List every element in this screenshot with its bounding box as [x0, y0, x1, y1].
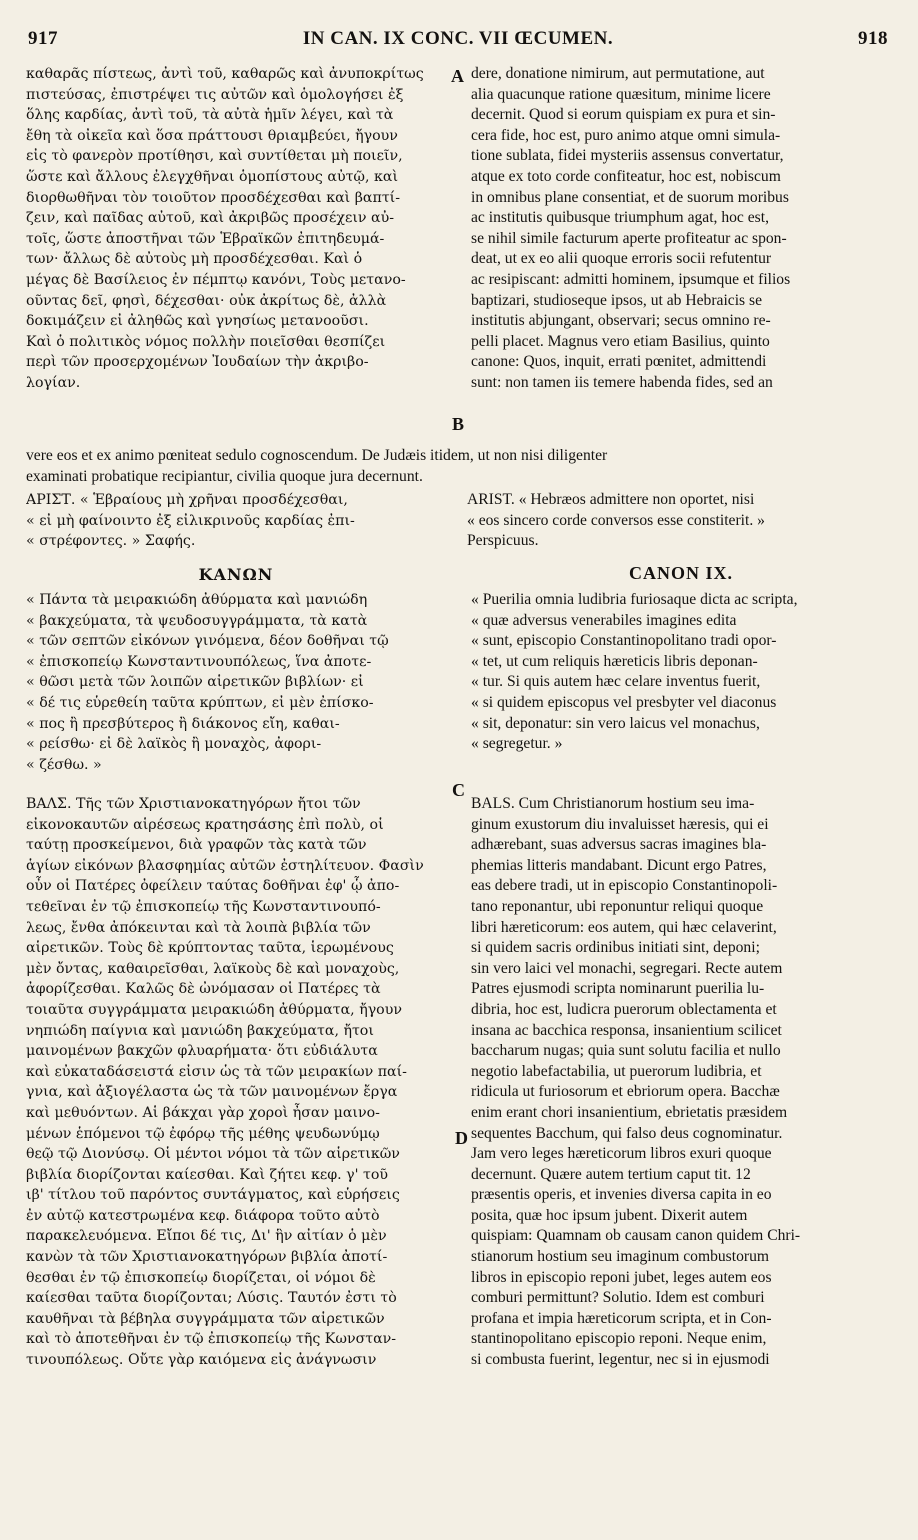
- greek-text-line: δοκιμάζειν εἰ ἀληθῶς καὶ γνησίως μετανοοῦσι.: [26, 313, 369, 330]
- greek-text-line: παρακελευόμενα. Εἴποι δέ τις, Δι' ἣν αἰτίαν ὁ μὲν: [26, 1228, 387, 1245]
- greek-canon-line: « Πάντα τὰ μειρακιώδη ἀθύρματα καὶ μανιώδη: [26, 592, 368, 608]
- latin-text-line: ginum exustorum diu invaluisset hæresis, qui ei: [471, 815, 769, 833]
- greek-canon-line: « ζέσθω. »: [26, 756, 102, 773]
- latin-text-line: ac institutis quibusque triumphum agat, hoc est,: [471, 209, 769, 227]
- greek-text-line: τοῖς, ὥστε ἀποστῆναι τῶν Ἑβραϊκῶν ἐπιτηδευμά-: [26, 230, 385, 247]
- latin-text-line: baptizari, studioseque ipsos, ut ab Hebraicis se: [471, 291, 763, 309]
- latin-text-line: libri hæreticorum: eos autem, qui hæc celaverint,: [471, 918, 777, 936]
- greek-text-line: γνια, καὶ ἀξιογέλαστα ὡς τὰ τῶν μαινομένων ἔργα: [26, 1084, 398, 1101]
- greek-text-line: ΑΡΙΣΤ. « Ἑβραίους μὴ χρῆναι προσδέχεσθαι,: [26, 492, 348, 508]
- latin-text-line: adhærebant, suas adversus sacras imagines bla-: [471, 836, 767, 854]
- greek-text-line: πιστεύσας, ἐπιστρέψει τις αὐτῶν καὶ ὁμολογήσει ἐξ: [26, 86, 404, 103]
- latin-text-line: pelli placet. Magnus vero etiam Basilius, quinto: [471, 332, 770, 350]
- latin-text-line: posita, quæ hoc ipsum jubent. Dixerit autem: [471, 1206, 748, 1224]
- latin-text-line: in omnibus plane consentiat, et de suorum moribus: [471, 188, 789, 206]
- latin-canon-line: « si quidem episcopus vel presbyter vel diaconus: [471, 693, 777, 711]
- latin-text-line: examinati probatique recipiantur, civilia quoque jura decernunt.: [26, 467, 423, 485]
- greek-text-line: εἰς τὸ φανερὸν προτίθησι, καὶ συντίθεται μὴ ποιεῖν,: [26, 148, 403, 165]
- latin-text-line: ridicula ut furiosorum et ebriorum opera. Bacchæ: [471, 1083, 780, 1101]
- latin-text-line: canone: Quos, inquit, errati pœnitet, admittendi: [471, 353, 767, 371]
- greek-canon-line: « δέ τις εὑρεθείη ταῦτα κρύπτων, εἰ μὲν ἐπίσκο-: [26, 694, 374, 711]
- full-width-latin: [26, 446, 892, 487]
- greek-text-line: Καὶ ὁ πολιτικὸς νόμος πολλὴν ποιεῖσθαι θεσπίζει: [26, 333, 386, 350]
- greek-text-line: τοιαῦτα συγγράμματα μειρακιώδη ἀθύρματα, ἤγουν: [26, 1001, 402, 1018]
- latin-text-line: « eos sincero corde conversos esse constiterit. »: [467, 511, 765, 529]
- running-title: IN CAN. IX CONC. VII ŒCUMEN.: [302, 28, 614, 49]
- latin-text-line: sin vero laici vel monachi, segregari. Recte autem: [471, 959, 783, 977]
- greek-canon-line: « τῶν σεπτῶν εἰκόνων γινόμενα, δέον δοθῆναι τῷ: [26, 633, 389, 650]
- greek-text-line: μένων ἑπόμενοι τῷ ἐφόρῳ τῆς μέθης ψευδωνύμῳ: [26, 1125, 380, 1142]
- greek-text-line: λεως, ἔνθα ἀπόκεινται καὶ τὰ λοιπὰ βιβλία τῶν: [26, 919, 371, 936]
- latin-canon-line: « sit, deponatur: sin vero laicus vel monachus,: [471, 714, 760, 732]
- latin-text-line: quispiam: Quamnam ob causam canon quidem Chri-: [471, 1227, 801, 1245]
- latin-text-line: baccharum nugas; quia sunt solutu facilia et nullo: [471, 1042, 781, 1060]
- latin-text-line: dere, donatione nimirum, aut permutatione, aut: [471, 65, 765, 82]
- latin-text-line: deat, ut ex eo alii quoque erroris socii refutentur: [471, 250, 772, 268]
- page-number-left: 917: [28, 28, 58, 49]
- bals-greek-commentary: [26, 794, 446, 1371]
- greek-text-line: των· ἄλλως δὲ αὐτοὺς μὴ προσδέχεσθαι. Καὶ ὁ: [26, 251, 363, 268]
- greek-text-line: μὲν ὄντας, καθαιρεῖσθαι, λαϊκοὺς δὲ καὶ μοναχοὺς,: [26, 960, 400, 977]
- latin-text-line: ac resipiscant: admitti hominem, ipsumque et filios: [471, 270, 791, 288]
- latin-text-line: profana et impia hæreticorum scripta, et in Con-: [471, 1309, 772, 1327]
- greek-text-line: ὥστε καὶ ἄλλους ἐλεγχθῆναι ὁμοπίστους αὐτῷ, καὶ: [26, 168, 399, 185]
- greek-text-line: ὅλης καρδίας, ἀντὶ τοῦ, τὰ αὐτὰ ἡμῖν λέγει, καὶ τὰ: [26, 107, 394, 124]
- latin-text-line: tano reponantur, ubi reponuntur reliqui quoque: [471, 897, 764, 915]
- latin-text-line: decernunt. Quære autem tertium caput tit. 12: [471, 1165, 751, 1183]
- greek-text-line: ἁγίων εἰκόνων βλασφημίας αὐτῶν ἐστηλίτευον. Φασὶν: [26, 857, 424, 874]
- latin-text-line: ARIST. « Hebræos admittere non oportet, nisi: [467, 491, 755, 508]
- latin-canon-line: « Puerilia omnia ludibria furiosaque dicta ac scripta,: [471, 591, 798, 608]
- greek-text-line: καὶ τὸ ἀποτεθῆναι ἐν τῷ ἐπισκοπείῳ τῆς Κωνσταν-: [26, 1331, 397, 1348]
- greek-text-line: καὶ εὐκαταδάσειστά εἰσιν ὡς τὰ τῶν μειρακίων παί-: [26, 1063, 407, 1080]
- greek-text-line: λογίαν.: [26, 374, 81, 391]
- canon-greek-text: [26, 590, 446, 775]
- greek-text-line: νηπιώδη παίγνια καὶ μανιώδη βακχεύματα, ἤτοι: [26, 1022, 374, 1039]
- arist-greek: [26, 490, 446, 552]
- latin-canon-line: « tet, ut cum reliquis hæreticis libris deponan-: [471, 652, 758, 670]
- latin-text-line: insana ac bacchica responsa, insanientium scilicet: [471, 1021, 782, 1039]
- greek-text-line: περὶ τῶν προσερχομένων Ἰουδαίων τὴν ἀκριβο-: [26, 354, 369, 371]
- latin-text-line: BALS. Cum Christianorum hostium seu ima-: [471, 795, 755, 812]
- greek-text-line: « στρέφοντες. » Σαφής.: [26, 533, 196, 550]
- greek-text-line: αἱρετικῶν. Τοὺς δὲ κρύπτοντας ταῦτα, ἱερωμένους: [26, 940, 394, 957]
- latin-text-line: stantinopolitano episcopio reponi. Neque enim,: [471, 1330, 767, 1348]
- greek-canon-line: « θῶσι μετὰ τῶν λοιπῶν αἱρετικῶν βιβλίων· εἰ: [26, 674, 364, 691]
- greek-canon-line: « ρείσθω· εἰ δὲ λαϊκὸς ἢ μοναχὸς, ἀφορι-: [26, 736, 322, 753]
- greek-canon-line: « ἐπισκοπείῳ Κωνσταντινουπόλεως, ἵνα ἀποτε-: [26, 653, 372, 670]
- arist-latin: [467, 490, 887, 552]
- greek-text-line: ἀφορίζεσθαι. Καλῶς δὲ ὠνόμασαν οἱ Πατέρες τὰ: [26, 981, 381, 998]
- greek-text-line: βιβλία διορίζονται καίεσθαι. Καὶ ζήτει κεφ. γ' τοῦ: [26, 1166, 389, 1183]
- greek-text-line: οῦντας δεῖ, φησὶ, δέχεσθαι· οὐκ ἀκρίτως δὲ, ἀλλὰ: [26, 292, 387, 309]
- latin-canon-line: « sunt, episcopio Constantinopolitano tradi opor-: [471, 632, 777, 650]
- greek-text-line: οὖν οἱ Πατέρες ὀφείλειν ταύτας δοθῆναι ἐφ' ᾧ ἀπο-: [26, 878, 400, 895]
- greek-text-line: « εἰ μὴ φαίνοιντο ἐξ εἰλικρινοῦς καρδίας ἐπι-: [26, 512, 355, 529]
- top-greek-column: [26, 64, 446, 394]
- running-header: [28, 28, 888, 58]
- greek-text-line: ιβ' τίτλου τοῦ παρόντος συντάγματος, καὶ εὑρήσεις: [26, 1187, 400, 1204]
- latin-text-line: tione sublata, fidei mysteriis assensus convertatur,: [471, 147, 784, 165]
- greek-text-line: καίεσθαι ταῦτα διορίζονται; Λύσις. Ταυτόν ἐστι τὸ: [26, 1290, 397, 1307]
- greek-text-line: ταύτῃ προσκείμενοι, διὰ γραφῶν τὰς κατὰ τῶν: [26, 837, 367, 854]
- canon-latin-text: [471, 590, 891, 755]
- top-latin-column: [471, 64, 891, 394]
- greek-text-line: θεσθαι ἐν τῷ ἐπισκοπείῳ διορίζεται, οἱ νόμοι δὲ: [26, 1269, 376, 1286]
- latin-canon-line: « quæ adversus venerabiles imagines edita: [471, 611, 737, 629]
- greek-text-line: καθαρᾶς πίστεως, ἀντὶ τοῦ, καθαρῶς καὶ ἀνυποκρίτως: [26, 66, 424, 82]
- latin-text-line: cera fide, hoc est, puro animo atque omni simula-: [471, 126, 781, 144]
- bals-latin-commentary: [471, 794, 891, 1371]
- greek-text-line: ΒΑΛΣ. Τῆς τῶν Χριστιανοκατηγόρων ἤτοι τῶν: [26, 796, 361, 812]
- latin-text-line: si quidem sacris ordinibus initiati sint, deponi;: [471, 939, 760, 957]
- latin-text-line: præsentis operis, et invenies diversa capita in eo: [471, 1186, 772, 1204]
- latin-text-line: vere eos et ex animo pœniteat sedulo cognoscendum. De Judæis itidem, ut non nisi diligenter: [26, 447, 608, 464]
- latin-text-line: eas debere tradi, ut in episcopio Constantinopoli-: [471, 877, 778, 895]
- greek-canon-line: « βακχεύματα, τὰ ψευδοσυγγράμματα, τὰ κατὰ: [26, 612, 368, 629]
- canon-latin-title: CANON IX.: [628, 563, 733, 583]
- latin-text-line: stianorum hostium seu imaginum combustorum: [471, 1248, 769, 1266]
- greek-text-line: κανὼν τὰ τῶν Χριστιανοκατηγόρων βιβλία ἀποτί-: [26, 1249, 388, 1266]
- latin-text-line: Jam vero leges hæreticorum libros exuri quoque: [471, 1145, 772, 1163]
- latin-text-line: dibria, hoc est, ludicra puerorum oblectamenta et: [471, 1000, 777, 1018]
- latin-text-line: Patres ejusmodi scripta nominarunt puerilia lu-: [471, 980, 765, 998]
- greek-text-line: τεθεῖναι ἐν τῷ ἐπισκοπείῳ τῆς Κωνσταντινουπό-: [26, 898, 381, 915]
- greek-text-line: τινουπόλεως. Οὔτε γὰρ καιόμενα εἰς ἀνάγνωσιν: [26, 1352, 377, 1369]
- latin-text-line: Perspicuus.: [467, 532, 539, 550]
- latin-canon-line: « segregetur. »: [471, 735, 563, 753]
- latin-text-line: enim erant chori insanientium, ebrietatis præsidem: [471, 1103, 788, 1121]
- latin-canon-line: « tur. Si quis autem hæc celare inventus fuerit,: [471, 673, 761, 691]
- latin-text-line: institutis abjungant, observari; secus omnino re-: [471, 312, 771, 330]
- canon-greek-title: ΚΑΝΩΝ: [198, 565, 274, 584]
- latin-text-line: atque ex toto corde confiteatur, hoc est, nobiscum: [471, 167, 781, 185]
- latin-text-line: si combusta fuerint, legentur, nec si in ejusmodi: [471, 1351, 770, 1369]
- greek-text-line: εἰκονοκαυτῶν αἱρέσεως κρατησάσης ἐπὶ πολὺ, οἱ: [26, 816, 384, 833]
- greek-text-line: ἔθη τὰ οἰκεῖα καὶ ὅσα πράττουσι θριαμβεύει, ἤγουν: [26, 127, 398, 144]
- latin-text-line: alia quacunque ratione quæsitum, minime licere: [471, 85, 771, 103]
- latin-text-line: sunt: non tamen iis temere habenda fides, sed an: [471, 373, 773, 391]
- latin-text-line: decernit. Quod si eorum quispiam ex pura et sin-: [471, 106, 776, 124]
- greek-text-line: θεῷ τῷ Διονύσῳ. Οἱ μέντοι νόμοι τὰ τῶν αἱρετικῶν: [26, 1146, 400, 1163]
- greek-text-line: ἐν αὐτῷ κατεστρωμένα κεφ. διάφορα τοῦτο αὐτὸ: [26, 1207, 380, 1224]
- latin-text-line: phemias litteris mandabant. Dicunt ergo Patres,: [471, 856, 767, 874]
- greek-text-line: μαινομένων βακχῶν φλυαρήματα· ὅτι εὐδιάλυτα: [26, 1043, 378, 1060]
- greek-text-line: καυθῆναι τὰ βέβηλα συγγράμματα τῶν αἱρετικῶν: [26, 1310, 385, 1327]
- margin-letter-b: B: [452, 414, 465, 434]
- margin-letter-c: C: [452, 780, 465, 800]
- latin-text-line: se nihil simile facturum aperte profiteatur ac spon-: [471, 229, 787, 247]
- page-number-right: 918: [858, 28, 888, 49]
- margin-letter-d: D: [455, 1128, 468, 1148]
- greek-text-line: μέγας δὲ Βασίλειος ἐν πέμπτῳ κανόνι, Τοὺς μετανο-: [26, 271, 406, 288]
- margin-letter-a: A: [451, 66, 464, 86]
- greek-canon-line: « πος ἢ πρεσβύτερος ἢ διάκονος εἴη, καθαι-: [26, 715, 340, 732]
- latin-text-line: negotio labefactabilia, ut puerorum ludibria, et: [471, 1062, 762, 1080]
- latin-text-line: libros in episcopio reponi jubet, leges autem eos: [471, 1268, 772, 1286]
- latin-text-line: sequentes Bacchum, qui falso deus cognominatur.: [471, 1124, 783, 1142]
- greek-text-line: καὶ μεθυόντων. Αἱ βάκχαι γὰρ χοροὶ ἦσαν μαινο-: [26, 1104, 380, 1121]
- latin-text-line: comburi permittunt? Solutio. Idem est comburi: [471, 1289, 765, 1307]
- greek-text-line: διορθωθῆναι τὸν τοιοῦτον προσδέχεσθαι καὶ βαπτί-: [26, 189, 401, 206]
- greek-text-line: ζειν, καὶ παῖδας αὐτοῦ, καὶ ἀκριβῶς προσέχειν αὐ-: [26, 210, 395, 227]
